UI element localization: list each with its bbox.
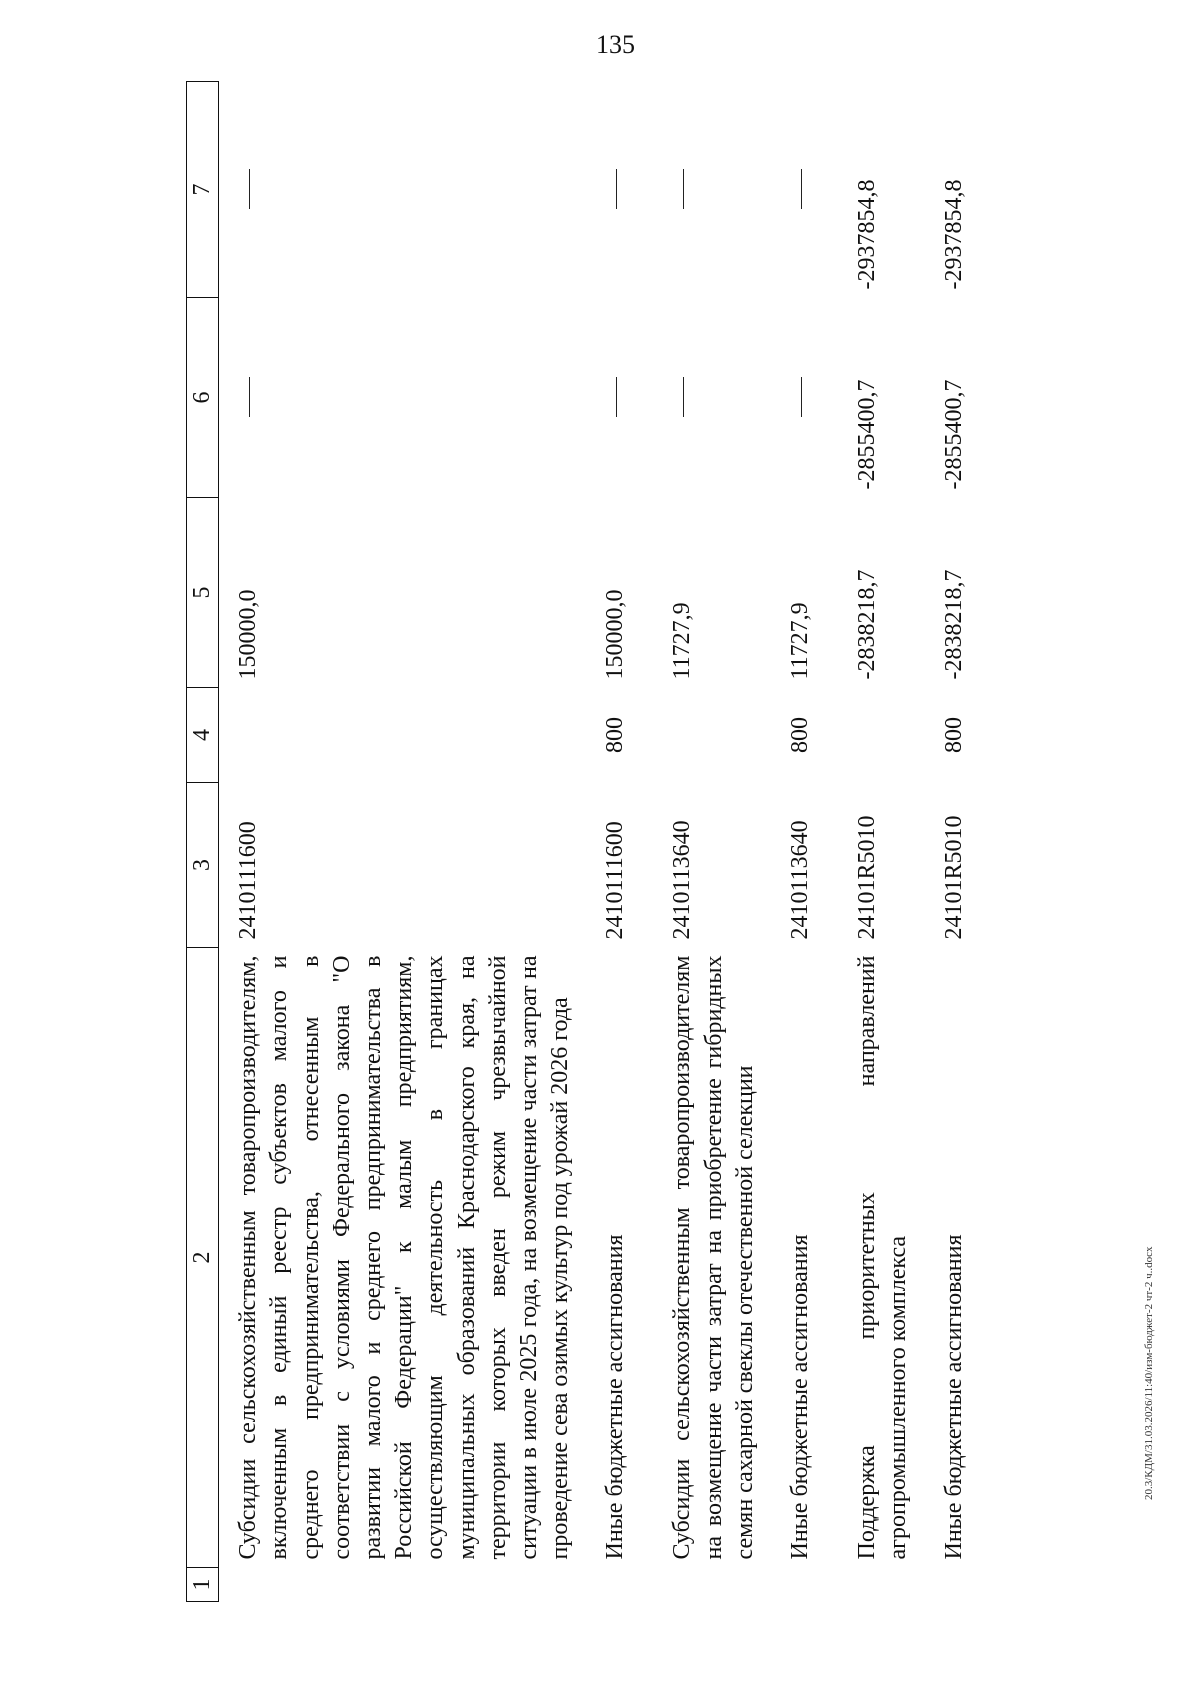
row-expense-type: [219, 688, 587, 783]
row-expense-type: [838, 688, 924, 783]
budget-table-area: [186, 82, 1056, 1602]
row-target-code: 24101R5010: [940, 815, 967, 940]
row-amount-col7: [771, 82, 838, 298]
table-row: [925, 82, 980, 1602]
header-col-6: 6: [187, 298, 219, 498]
row-amount-col6: -2855400,7: [854, 379, 881, 490]
row-description: Иные бюджетные ассигнования: [602, 1234, 629, 1560]
dash-mark: [683, 378, 684, 418]
row-amount-col5: 150000,0: [235, 589, 262, 680]
budget-table-container: [186, 82, 1056, 1602]
dash-mark: [683, 170, 684, 210]
dash-mark: [249, 170, 250, 210]
row-amount-col6: [586, 298, 653, 498]
row-target-code: 2410113640: [787, 820, 813, 940]
row-number: [925, 1568, 980, 1602]
table-row: [838, 82, 924, 1602]
row-description: Иные бюджетные ассигнования: [787, 1234, 813, 1560]
dash-mark: [616, 170, 617, 210]
row-amount-col5: -2838218,7: [854, 569, 881, 680]
header-col-3: 3: [187, 783, 219, 948]
table-header-row: [187, 82, 219, 1602]
page-number: 135: [596, 30, 635, 59]
row-amount-col7: [653, 82, 771, 298]
row-description: Поддержка приоритетных направлений агропромышленного комплекса: [854, 955, 912, 1560]
row-amount-col5: 11727,9: [669, 602, 696, 680]
row-amount-col7: -2937854,8: [940, 179, 967, 290]
dash-mark: [801, 378, 802, 418]
row-number: [838, 1568, 924, 1602]
row-target-code: 24101R5010: [854, 815, 881, 940]
row-target-code: 2410111600: [602, 821, 629, 940]
header-col-5: 5: [187, 498, 219, 688]
row-amount-col6: [219, 298, 587, 498]
row-number: [586, 1568, 653, 1602]
dash-mark: [616, 378, 617, 418]
header-col-2: 2: [187, 948, 219, 1568]
row-expense-type: 800: [602, 717, 629, 753]
budget-table: [186, 81, 980, 1602]
header-col-7: 7: [187, 82, 219, 298]
row-amount-col5: -2838218,7: [940, 569, 967, 680]
row-expense-type: 800: [787, 717, 813, 753]
row-amount-col6: [653, 298, 771, 498]
row-amount-col7: -2937854,8: [854, 179, 881, 290]
dash-mark: [801, 170, 802, 210]
row-number: [653, 1568, 771, 1602]
row-target-code: 2410111600: [235, 821, 262, 940]
row-description: Субсидии сельскохозяйственным товаропроизводителям, включенным в единый реестр субъектов малого и среднего предпринимательства, отнесенным в соответствии с условиями Федерального закона "О развитии малого и среднего предпринимательства в Российской Федерации" к малым предприятиям, осуществляющим деятельность в границах муниципальных образований Краснодарского края, на территории которых введен режим чрезвычайной ситуации в июле 2025 года, на возмещение части затрат на проведение сева озимых культур под урожай 2026 года: [235, 955, 574, 1560]
table-row: [219, 82, 587, 1602]
row-description: Субсидии сельскохозяйственным товаропроизводителям на возмещение части затрат на приобретение гибридных семян сахарной свеклы отечественной селекции: [669, 955, 758, 1560]
row-number: [219, 1568, 587, 1602]
row-amount-col6: [771, 298, 838, 498]
row-amount-col7: [586, 82, 653, 298]
row-amount-col5: 11727,9: [787, 602, 813, 680]
row-expense-type: 800: [940, 717, 967, 753]
row-amount-col6: -2855400,7: [940, 379, 967, 490]
row-amount-col7: [219, 82, 587, 298]
row-description: Иные бюджетные ассигнования: [940, 1234, 967, 1560]
row-amount-col5: 150000,0: [602, 589, 629, 680]
table-row: [586, 82, 653, 1602]
dash-mark: [249, 378, 250, 418]
row-number: [771, 1568, 838, 1602]
document-footer-note: 20.3/КДМ/31.03.2026/11:40/изм-бюджет-2 чт-2 ч..docx: [1143, 1246, 1155, 1500]
header-col-4: 4: [187, 688, 219, 783]
row-target-code: 2410113640: [669, 820, 696, 940]
header-col-1: 1: [187, 1568, 219, 1602]
table-row: [653, 82, 771, 1602]
table-row: [771, 82, 838, 1602]
row-expense-type: [653, 688, 771, 783]
